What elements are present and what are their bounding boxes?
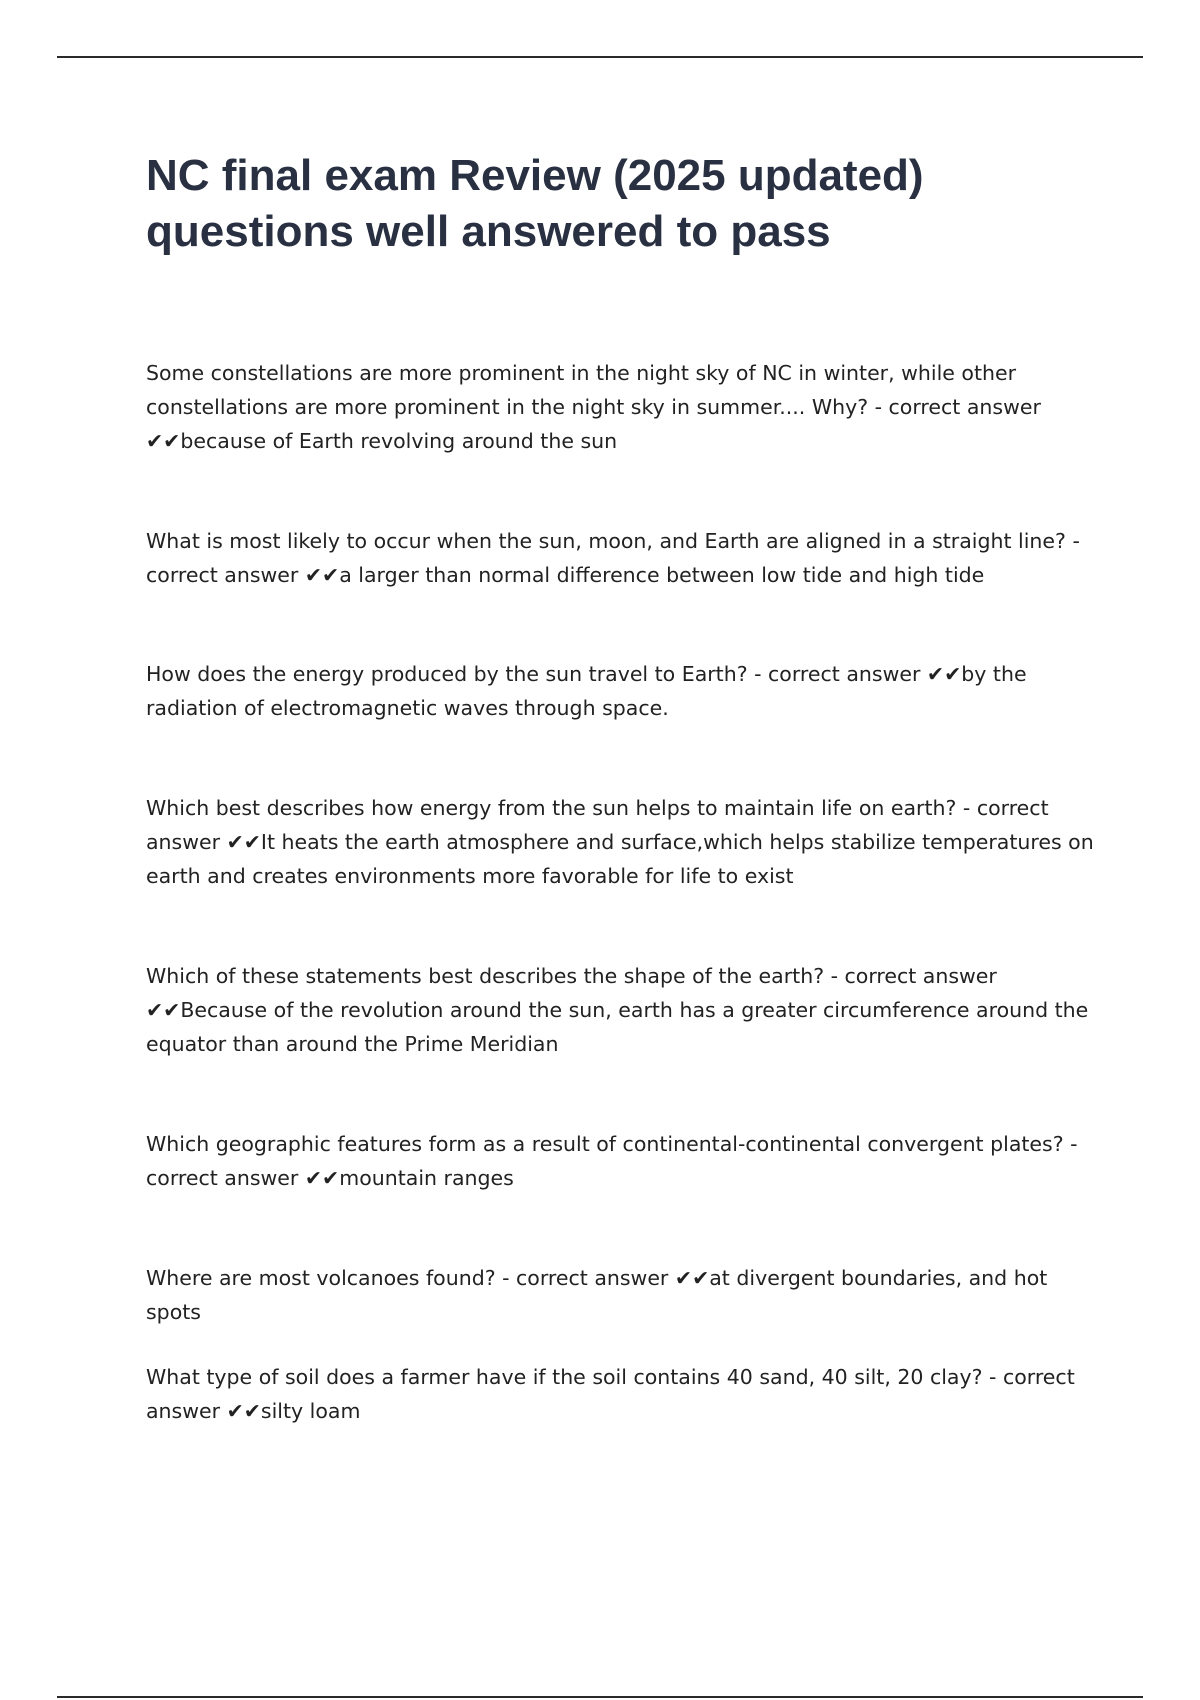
qa-item [146,1360,1096,1428]
answer-text: by the radiation of electromagnetic waves through space. [146,662,1027,720]
check-marks-icon: ✔✔ [226,1399,261,1423]
check-marks-icon: ✔✔ [146,429,181,453]
title-line-1: NC final exam Review (2025 updated) [146,151,924,200]
check-marks-icon: ✔✔ [146,998,181,1022]
document-body [146,148,1096,1423]
answer-text: mountain ranges [339,1166,514,1190]
question-text: Some constellations are more prominent in the night sky of NC in winter, while other constellations are more prominent in the night sky in summer.... Why? [146,361,1017,419]
check-marks-icon: ✔✔ [304,1166,340,1190]
answer-prefix: - correct answer [146,1365,1082,1423]
question-text: Which geographic features form as a result of continental-continental convergent plates? [146,1132,1064,1156]
qa-item [146,959,1096,1061]
question-text: Which best describes how energy from the sun helps to maintain life on earth? [146,796,957,820]
question-text: Where are most volcanoes found? [146,1266,496,1290]
answer-prefix: - correct answer [146,796,1056,854]
answer-prefix: - correct answer [146,1132,1085,1190]
qa-item [146,1261,1096,1329]
answer-text: a larger than normal difference between low tide and high tide [339,563,985,587]
question-text: Which of these statements best describes the shape of the earth? [146,964,825,988]
answer-prefix: - correct answer [824,964,1004,988]
answer-text: because of Earth revolving around the sun [180,429,618,453]
check-marks-icon: ✔✔ [926,662,962,686]
answer-text: at divergent boundaries, and hot spots [146,1266,1048,1324]
answer-prefix: - correct answer [868,395,1048,419]
question-text: How does the energy produced by the sun travel to Earth? [146,662,748,686]
top-divider [57,56,1143,58]
question-text: What is most likely to occur when the sun, moon, and Earth are aligned in a straight line? [146,529,1066,553]
answer-prefix: - correct answer [747,662,927,686]
question-text: What type of soil does a farmer have if the soil contains 40 sand, 40 silt, 20 clay? [146,1365,983,1389]
check-marks-icon: ✔✔ [674,1266,710,1290]
answer-prefix: - correct answer [495,1266,675,1290]
answer-text: Because of the revolution around the sun, earth has a greater circumference around the equator than around the Prime Meridian [146,998,1089,1056]
qa-item [146,356,1096,458]
qa-item [146,524,1096,592]
answer-text: It heats the earth atmosphere and surface,which helps stabilize temperatures on earth and creates environments more favorable for life to exist [146,830,1094,888]
check-marks-icon: ✔✔ [304,563,340,587]
qa-item [146,657,1096,725]
answer-text: silty loam [260,1399,361,1423]
bottom-divider [57,1696,1143,1698]
document-title [146,148,1096,260]
title-line-2: questions well answered to pass [146,207,831,256]
qa-item [146,1127,1096,1195]
answer-prefix: - correct answer [146,529,1087,587]
check-marks-icon: ✔✔ [226,830,261,854]
qa-item [146,791,1096,893]
